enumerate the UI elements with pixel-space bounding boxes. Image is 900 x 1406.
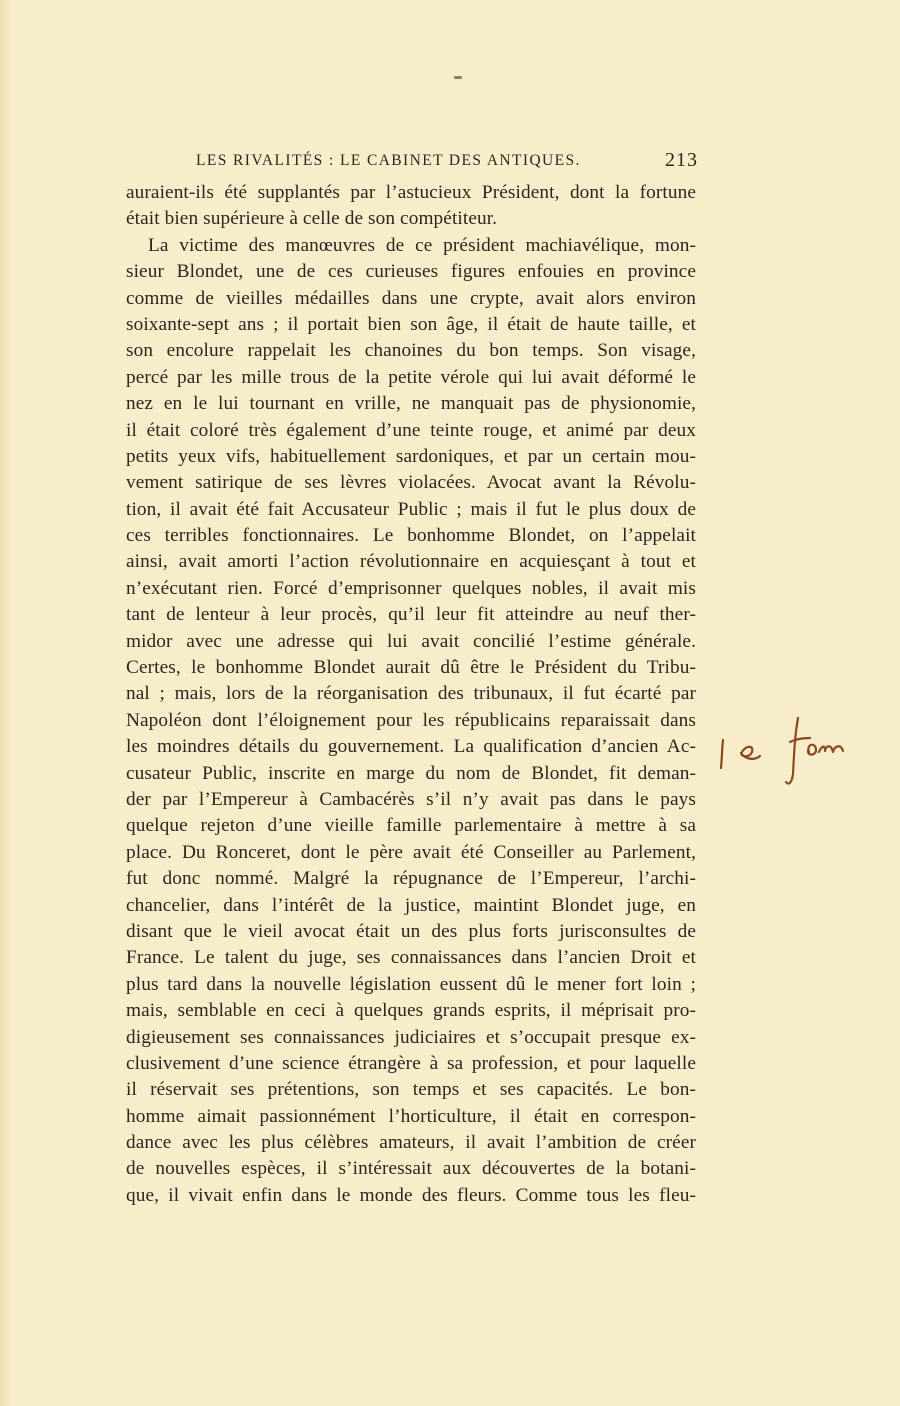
text-line: chancelier, dans l’intérêt de la justice, maintint Blondet juge, en	[126, 894, 696, 916]
text-line: soixante-sept ans ; il portait bien son âge, il était de haute taille, et	[126, 313, 696, 335]
text-line: mais, semblable en ceci à quelques grands esprits, il méprisait pro-	[126, 1000, 696, 1022]
running-head	[124, 150, 698, 176]
text-line: nal ; mais, lors de la réorganisation des tribunaux, il fut écarté par	[126, 683, 696, 705]
text-line: France. Le talent du juge, ses connaissances dans l’ancien Droit et	[126, 947, 696, 969]
text-line: der par l’Empereur à Cambacérès s’il n’y avait pas dans le pays	[126, 788, 696, 810]
text-line: fut donc nommé. Malgré la répugnance de l’Empereur, l’archi-	[126, 868, 696, 890]
text-line: La victime des manœuvres de ce président machiavélique, mon-	[148, 234, 696, 256]
text-line: n’exécutant rien. Forcé d’emprisonner quelques nobles, il avait mis	[126, 577, 696, 599]
text-line: vement satirique de ses lèvres violacées. Avocat avant la Révolu-	[126, 472, 696, 494]
handwritten-annotation-icon	[712, 712, 862, 792]
handwritten-margin-note	[712, 712, 862, 792]
text-line: de nouvelles espèces, il s’intéressait aux découvertes de la botani-	[126, 1158, 696, 1180]
text-line: était bien supérieure à celle de son compétiteur.	[126, 208, 498, 230]
text-line: dance avec les plus célèbres amateurs, il avait l’ambition de créer	[126, 1132, 696, 1154]
text-line: homme aimait passionnément l’horticulture, il était en correspon-	[126, 1105, 696, 1127]
text-line: petits yeux vifs, habituellement sardoniques, et par un certain mou-	[126, 445, 696, 467]
text-line: midor avec une adresse qui lui avait concilié l’estime générale.	[126, 630, 696, 652]
text-line: comme de vieilles médailles dans une crypte, avait alors environ	[126, 287, 696, 309]
text-line: tant de lenteur à leur procès, qu’il leur fit atteindre au neuf ther-	[126, 604, 696, 626]
body-text	[126, 180, 696, 1209]
text-line: disant que le vieil avocat était un des plus forts jurisconsultes de	[126, 920, 696, 942]
text-line: son encolure rappelait les chanoines du bon temps. Son visage,	[126, 340, 696, 362]
text-line: Certes, le bonhomme Blondet aurait dû être le Président du Tribu-	[126, 657, 696, 679]
text-line: tion, il avait été fait Accusateur Public ; mais il fut le plus doux de	[126, 498, 696, 520]
text-line: plus tard dans la nouvelle législation eussent dû le mener fort loin ;	[126, 973, 696, 995]
text-line: sieur Blondet, une de ces curieuses figures enfouies en province	[126, 261, 696, 283]
text-line: ces terribles fonctionnaires. Le bonhomme Blondet, on l’appelait	[126, 525, 696, 547]
text-line: Napoléon dont l’éloignement pour les républicains reparaissait dans	[126, 709, 696, 731]
text-line: auraient-ils été supplantés par l’astucieux Président, dont la fortune	[126, 182, 696, 203]
page-edge-shadow	[0, 0, 10, 1406]
text-line: clusivement d’une science étrangère à sa profession, et pour laquelle	[126, 1052, 696, 1074]
text-line: il était coloré très également d’une teinte rouge, et animé par deux	[126, 419, 696, 441]
text-line: cusateur Public, inscrite en marge du nom de Blondet, fit deman-	[126, 762, 696, 784]
page-number: 213	[665, 149, 698, 171]
text-line: percé par les mille trous de la petite vérole qui lui avait déformé le	[126, 366, 696, 388]
text-line: nez en le lui tournant en vrille, ne manquait pas de physionomie,	[126, 393, 696, 415]
text-line: place. Du Ronceret, dont le père avait été Conseiller au Parlement,	[126, 841, 696, 863]
running-head-title: LES RIVALITÉS : LE CABINET DES ANTIQUES.	[196, 152, 581, 169]
text-line: digieusement ses connaissances judiciaires et s’occupait presque ex-	[126, 1026, 696, 1048]
text-line: il réservait ses prétentions, son temps et ses capacités. Le bon-	[126, 1079, 696, 1101]
text-line: quelque rejeton d’une vieille famille parlementaire à mettre à sa	[126, 815, 696, 837]
text-line: les moindres détails du gouvernement. La qualification d’ancien Ac-	[126, 736, 696, 758]
text-line: ainsi, avait amorti l’action révolutionnaire en acquiesçant à tout et	[126, 551, 696, 573]
printer-mark	[454, 76, 462, 79]
text-line: que, il vivait enfin dans le monde des fleurs. Comme tous les fleu-	[126, 1184, 696, 1206]
